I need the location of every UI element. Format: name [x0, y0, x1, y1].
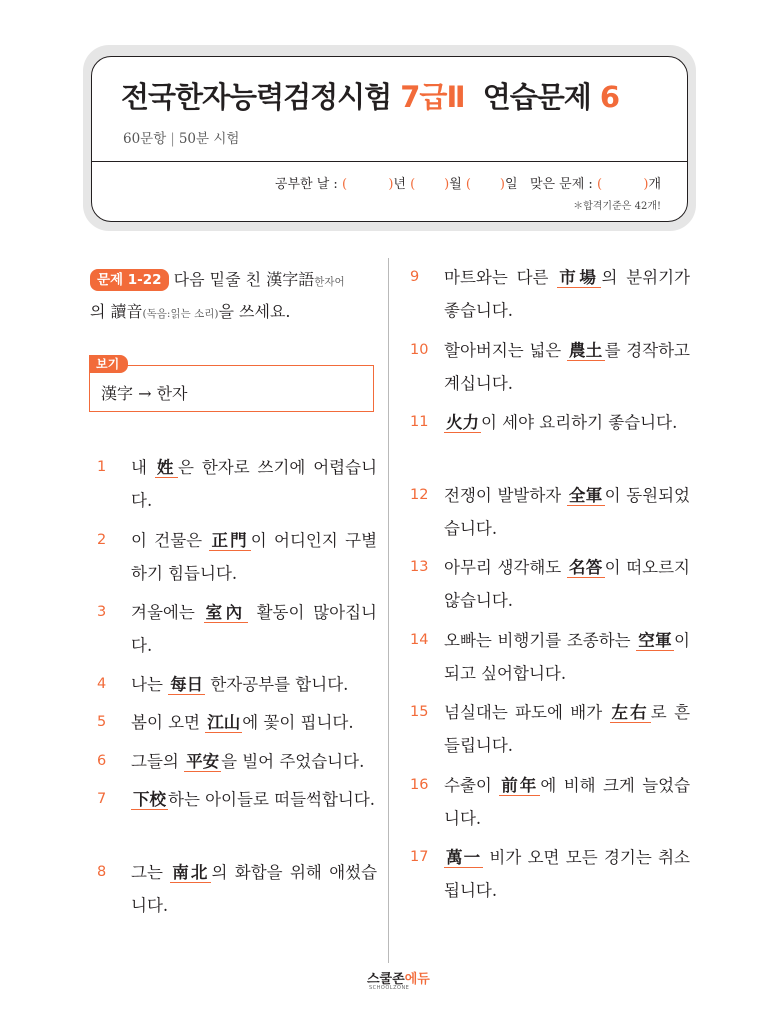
hanja-underlined: 江山: [207, 713, 241, 732]
hanja-underlined: 火力: [446, 413, 479, 432]
example-text: 漢字 → 한자: [101, 384, 188, 403]
title-number: 6: [599, 80, 620, 114]
correct-count-blank[interactable]: ( ): [596, 177, 649, 192]
hanja-underlined: 姓: [156, 458, 176, 477]
exam-meta: [123, 127, 239, 147]
column-divider: [388, 258, 389, 963]
publisher-logo: [367, 968, 435, 994]
question-number: 13: [410, 559, 429, 575]
page-title: [121, 75, 619, 116]
year-blank[interactable]: ( ): [341, 177, 394, 192]
hanja-underlined: 左右: [611, 703, 649, 722]
hanja-underlined: 平安: [186, 752, 220, 771]
title-main: 전국한자능력검정시험: [121, 80, 392, 114]
question-number: 6: [97, 753, 107, 769]
logo-sub-text: SCHOOLZONE: [369, 985, 410, 991]
meta-separator: |: [170, 131, 175, 147]
hanja-underlined: 農土: [568, 341, 603, 360]
question-number: 17: [410, 849, 429, 865]
question-number: 14: [410, 632, 429, 648]
logo-edu-text: 에듀: [404, 972, 430, 987]
question-number: 2: [97, 532, 107, 548]
study-record-line: [275, 173, 661, 192]
title-level: 7급Ⅱ: [400, 80, 465, 114]
question-number: 16: [410, 777, 429, 793]
title-practice: 연습문제: [482, 80, 591, 114]
hanja-underlined: 前年: [501, 776, 539, 795]
question-number: 15: [410, 704, 429, 720]
question-number: 10: [410, 342, 429, 358]
day-blank[interactable]: ( ): [465, 177, 505, 192]
hanja-underlined: 空軍: [638, 631, 673, 650]
pass-criteria-note: ＊합격기준은 42개!: [573, 201, 661, 212]
hanja-underlined: 南北: [172, 863, 210, 882]
question-number: 1: [97, 459, 107, 475]
instruction-text-c: 을 쓰세요.: [218, 302, 291, 321]
hanja-underlined: 每日: [170, 675, 204, 694]
hanja-underlined: 全軍: [568, 486, 603, 505]
instruction-text-b: 의 讀音: [90, 302, 143, 321]
question-number: 12: [410, 487, 429, 503]
hanja-underlined: 市場: [559, 268, 600, 287]
month-label: 월: [449, 177, 462, 192]
instruction: [90, 265, 380, 329]
question-number: 9: [410, 269, 420, 285]
instruction-text-a: 다음 밑줄 친 漢字語: [173, 270, 315, 289]
question-number: 4: [97, 676, 107, 692]
count-unit: 개: [648, 177, 661, 192]
logo-main-text: 스쿨존: [367, 972, 405, 987]
question-number: 8: [97, 864, 107, 880]
meta-time: 50분 시험: [178, 131, 240, 147]
example-tag: 보기: [89, 355, 128, 373]
header-divider: [92, 161, 687, 162]
day-label: 일: [504, 177, 518, 192]
instruction-gloss-a: 한자어: [314, 276, 345, 288]
hanja-underlined: 室內: [205, 603, 246, 622]
question-number: 11: [410, 414, 429, 430]
question-number: 7: [97, 791, 107, 807]
instruction-gloss-b: (독음:읽는 소리): [142, 308, 219, 320]
hanja-underlined: 名答: [568, 558, 603, 577]
hanja-underlined: 下校: [133, 790, 166, 809]
question-range-badge: 문제 1-22: [90, 269, 169, 291]
hanja-underlined: 萬一: [446, 848, 482, 867]
year-label: 년: [393, 177, 406, 192]
correct-count-label: 맞은 문제 :: [529, 177, 593, 192]
question-number: 3: [97, 604, 107, 620]
hanja-underlined: 正門: [211, 531, 249, 550]
meta-items: 60문항: [123, 131, 167, 147]
question-number: 5: [97, 714, 107, 730]
study-date-label: 공부한 날 :: [274, 177, 338, 192]
header-card: [91, 56, 688, 222]
month-blank[interactable]: ( ): [410, 177, 450, 192]
